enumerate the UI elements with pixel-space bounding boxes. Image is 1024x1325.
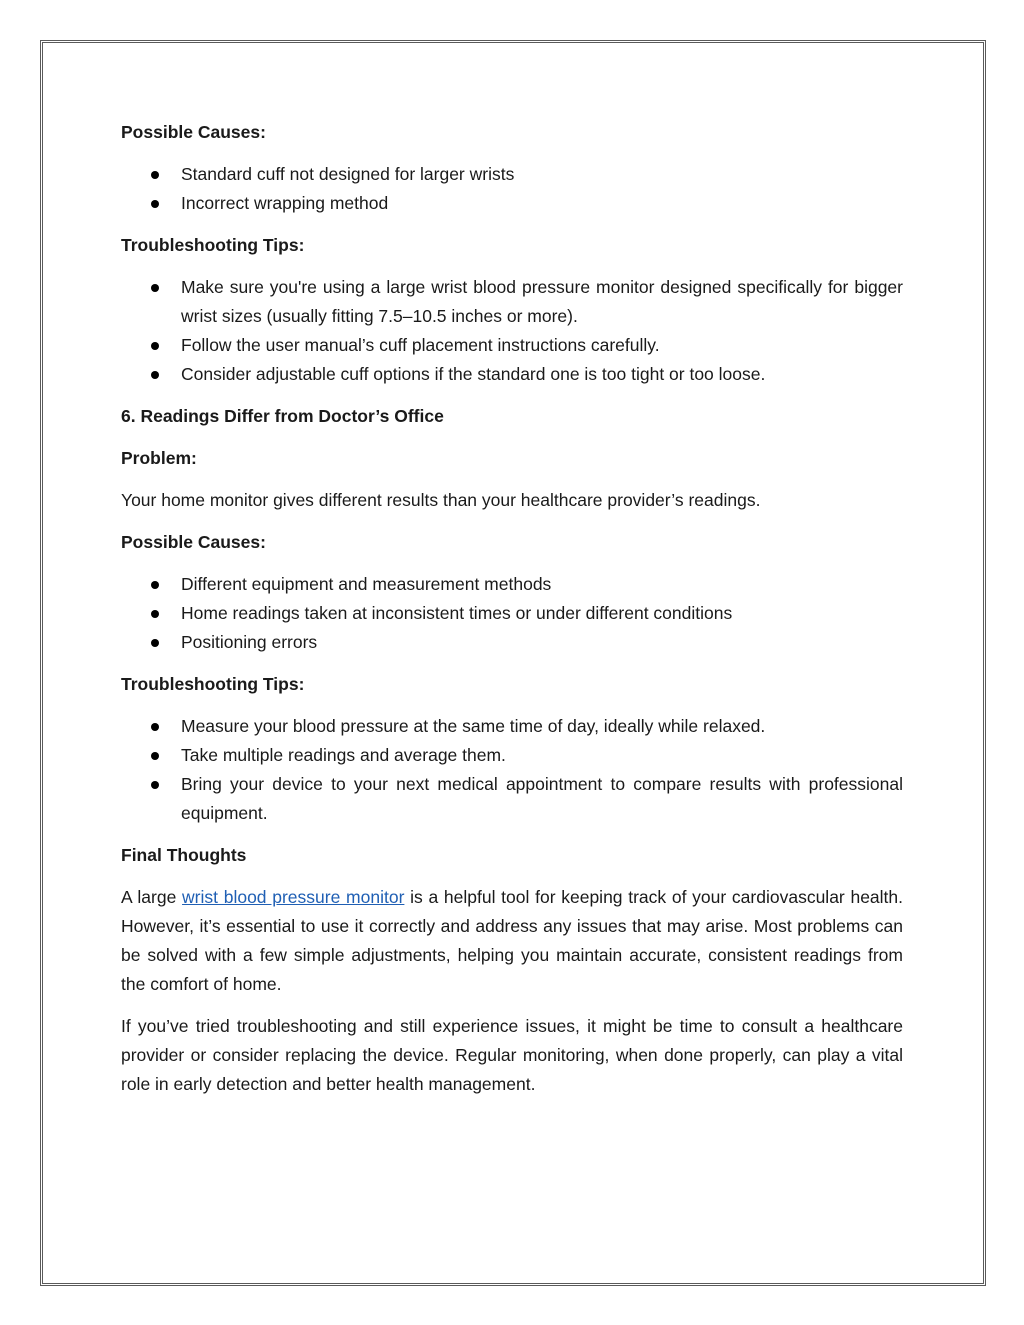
possible-causes-list (121, 160, 903, 218)
list-item: Standard cuff not designed for larger wrists (121, 160, 903, 189)
final-thoughts-heading: Final Thoughts (121, 845, 247, 865)
bullet-icon (151, 171, 159, 179)
list-item: Incorrect wrapping method (121, 189, 903, 218)
list-item: Positioning errors (121, 628, 903, 657)
list-item: Follow the user manual’s cuff placement instructions carefully. (121, 331, 903, 360)
bullet-icon (151, 342, 159, 350)
possible-causes-list (121, 570, 903, 657)
list-item: Home readings taken at inconsistent times or under different conditions (121, 599, 903, 628)
possible-causes-heading: Possible Causes: (121, 532, 266, 552)
section-6-title: 6. Readings Differ from Doctor’s Office (121, 406, 444, 426)
troubleshooting-tips-list (121, 273, 903, 389)
troubleshooting-tips-heading: Troubleshooting Tips: (121, 235, 305, 255)
list-item: Measure your blood pressure at the same time of day, ideally while relaxed. (121, 712, 903, 741)
bullet-icon (151, 781, 159, 789)
list-item: Consider adjustable cuff options if the standard one is too tight or too loose. (121, 360, 903, 389)
bullet-icon (151, 284, 159, 292)
bullet-icon (151, 752, 159, 760)
problem-heading: Problem: (121, 448, 197, 468)
troubleshooting-tips-list (121, 712, 903, 828)
troubleshooting-tips-heading: Troubleshooting Tips: (121, 674, 305, 694)
possible-causes-heading: Possible Causes: (121, 122, 266, 142)
final-thoughts-paragraph-1: A large wrist blood pressure monitor is a helpful tool for keeping track of your cardiovascular health. However, it’s essential to use it correctly and address any issues that may arise. Most problems can be solved with a few simple adjustments, helping you maintain accurate, consistent readings from the comfort of home. (121, 887, 903, 994)
bullet-icon (151, 371, 159, 379)
list-item: Bring your device to your next medical appointment to compare results with professional equipment. (121, 770, 903, 828)
document-body (121, 118, 903, 1112)
bullet-icon (151, 200, 159, 208)
list-item: Different equipment and measurement methods (121, 570, 903, 599)
bullet-icon (151, 610, 159, 618)
problem-text: Your home monitor gives different results than your healthcare provider’s readings. (121, 490, 761, 510)
bullet-icon (151, 581, 159, 589)
wrist-monitor-link[interactable]: wrist blood pressure monitor (182, 887, 405, 907)
bullet-icon (151, 639, 159, 647)
list-item: Make sure you're using a large wrist blood pressure monitor designed specifically for bigger wrist sizes (usually fitting 7.5–10.5 inches or more). (121, 273, 903, 331)
list-item: Take multiple readings and average them. (121, 741, 903, 770)
final-thoughts-paragraph-2: If you’ve tried troubleshooting and still experience issues, it might be time to consult a healthcare provider or consider replacing the device. Regular monitoring, when done properly, can play a vital role in early detection and better health management. (121, 1016, 903, 1094)
bullet-icon (151, 723, 159, 731)
